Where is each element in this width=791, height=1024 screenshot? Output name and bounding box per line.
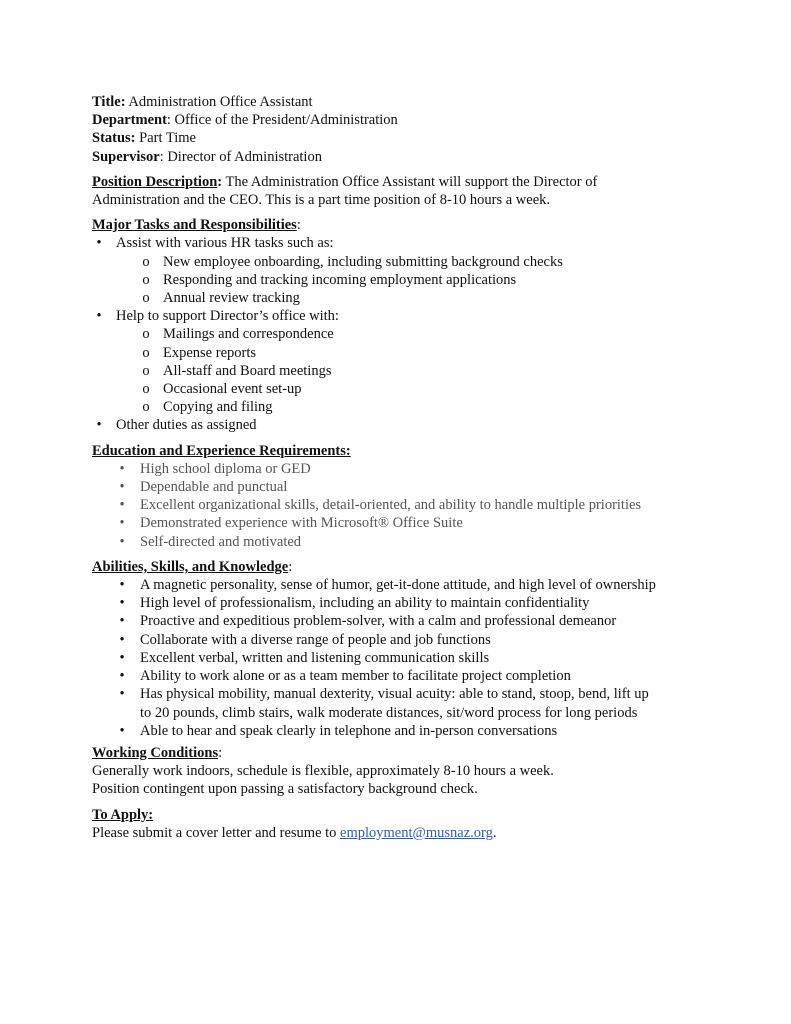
list-item: • Excellent organizational skills, detail-oriented, and ability to handle multiple priorities (92, 496, 732, 514)
bullet-icon: • (119, 497, 125, 514)
list-item: o New employee onboarding, including submitting background checks (92, 253, 732, 271)
position-text-1: The Administration Office Assistant will support the Director of (222, 173, 598, 190)
list-item: • Able to hear and speak clearly in telephone and in-person conversations (92, 722, 732, 740)
list-item: • Proactive and expeditious problem-solver, with a calm and professional demeanor (92, 612, 732, 630)
title-value: Administration Office Assistant (125, 94, 313, 110)
list-item: o Copying and filing (92, 398, 732, 416)
status-line (92, 129, 732, 147)
bullet-icon: • (119, 460, 125, 477)
bullet-icon: • (119, 533, 125, 550)
apply-heading: To Apply: (92, 806, 154, 823)
circle-bullet-icon: o (142, 271, 150, 288)
bullet-icon: • (119, 479, 125, 496)
working-text-2: Position contingent upon passing a satisfactory background check. (92, 781, 478, 798)
apply-text: Please submit a cover letter and resume to (92, 824, 341, 841)
bullet-icon: • (119, 515, 125, 532)
list-item: • High school diploma or GED (92, 460, 732, 478)
list-item: o All-staff and Board meetings (92, 362, 732, 380)
working-heading-colon: : (218, 744, 223, 761)
list-item: o Annual review tracking (92, 289, 732, 307)
list-item: • Self-directed and motivated (92, 533, 732, 551)
list-item: • Has physical mobility, manual dexterity, visual acuity: able to stand, stoop, bend, lift up to 20 pounds, climb stairs, walk moderate distances, sit/word process for long periods (92, 685, 732, 721)
tasks-list (92, 234, 732, 434)
bullet-icon: • (96, 417, 102, 434)
department-value: : Office of the President/Administration (166, 112, 398, 129)
supervisor-line (92, 148, 732, 166)
abilities-heading-colon: : (288, 558, 293, 575)
position-heading-colon: : (217, 173, 223, 190)
email-link[interactable]: employment@musnaz.org (340, 824, 493, 841)
bullet-icon: • (119, 613, 125, 630)
list-item: • A magnetic personality, sense of humor, get-it-done attitude, and high level of ownership (92, 576, 732, 594)
supervisor-value: : Director of Administration (159, 148, 322, 165)
circle-bullet-icon: o (142, 344, 150, 361)
department-line (92, 111, 732, 129)
status-value: Part Time (135, 130, 196, 147)
bullet-icon: • (119, 668, 125, 685)
circle-bullet-icon: o (142, 362, 150, 379)
circle-bullet-icon: o (142, 326, 150, 343)
working-section (92, 744, 732, 799)
list-item: • Dependable and punctual (92, 478, 732, 496)
list-item: • Ability to work alone or as a team member to facilitate project completion (92, 667, 732, 685)
list-item: • Excellent verbal, written and listening communication skills (92, 649, 732, 667)
list-item-continuation: to 20 pounds, climb stairs, walk moderate distances, sit/word process for long periods (140, 704, 638, 721)
working-text-1: Generally work indoors, schedule is flexible, approximately 8-10 hours a week. (92, 763, 554, 780)
bullet-icon: • (119, 649, 125, 666)
bullet-icon: • (119, 577, 125, 594)
working-heading: Working Conditions (92, 744, 219, 761)
circle-bullet-icon: o (142, 253, 150, 270)
abilities-section (92, 558, 732, 740)
circle-bullet-icon: o (142, 399, 150, 416)
list-item: o Occasional event set-up (92, 380, 732, 398)
circle-bullet-icon: o (142, 381, 150, 398)
bullet-icon: • (96, 235, 102, 252)
apply-end: . (492, 824, 497, 841)
position-section (92, 173, 732, 209)
tasks-heading: Major Tasks and Responsibilities (92, 217, 297, 234)
list-item: • Demonstrated experience with Microsoft® Office Suite (92, 514, 732, 532)
list-item: • Assist with various HR tasks such as: (92, 234, 732, 252)
title-label: Title: (92, 94, 126, 110)
bullet-icon: • (119, 686, 125, 703)
abilities-list (92, 576, 732, 740)
tasks-section (92, 216, 732, 434)
list-item: • High level of professionalism, including an ability to maintain confidentiality (92, 594, 732, 612)
list-item: • Collaborate with a diverse range of people and job functions (92, 631, 732, 649)
position-heading: Position Description (92, 173, 218, 190)
department-label: Department (92, 112, 167, 129)
apply-section (92, 806, 732, 842)
bullet-icon: • (119, 595, 125, 612)
list-item: • Help to support Director’s office with: (92, 307, 732, 325)
abilities-heading: Abilities, Skills, and Knowledge (92, 558, 289, 575)
position-text-2: Administration and the CEO. This is a part time position of 8-10 hours a week. (92, 192, 551, 209)
education-list (92, 460, 732, 551)
title-line (92, 93, 732, 111)
apply-line (92, 824, 732, 842)
education-section (92, 442, 732, 551)
tasks-heading-colon: : (296, 217, 301, 234)
bullet-icon: • (119, 722, 125, 739)
bullet-icon: • (119, 631, 125, 648)
bullet-icon: • (96, 308, 102, 325)
education-heading: Education and Experience Requirements: (92, 442, 351, 459)
list-item: • Other duties as assigned (92, 416, 732, 434)
supervisor-label: Supervisor (92, 148, 160, 165)
list-item: o Responding and tracking incoming employment applications (92, 271, 732, 289)
circle-bullet-icon: o (142, 290, 150, 307)
list-item: o Expense reports (92, 344, 732, 362)
list-item: o Mailings and correspondence (92, 325, 732, 343)
status-label: Status: (92, 130, 136, 147)
job-posting (92, 93, 732, 842)
